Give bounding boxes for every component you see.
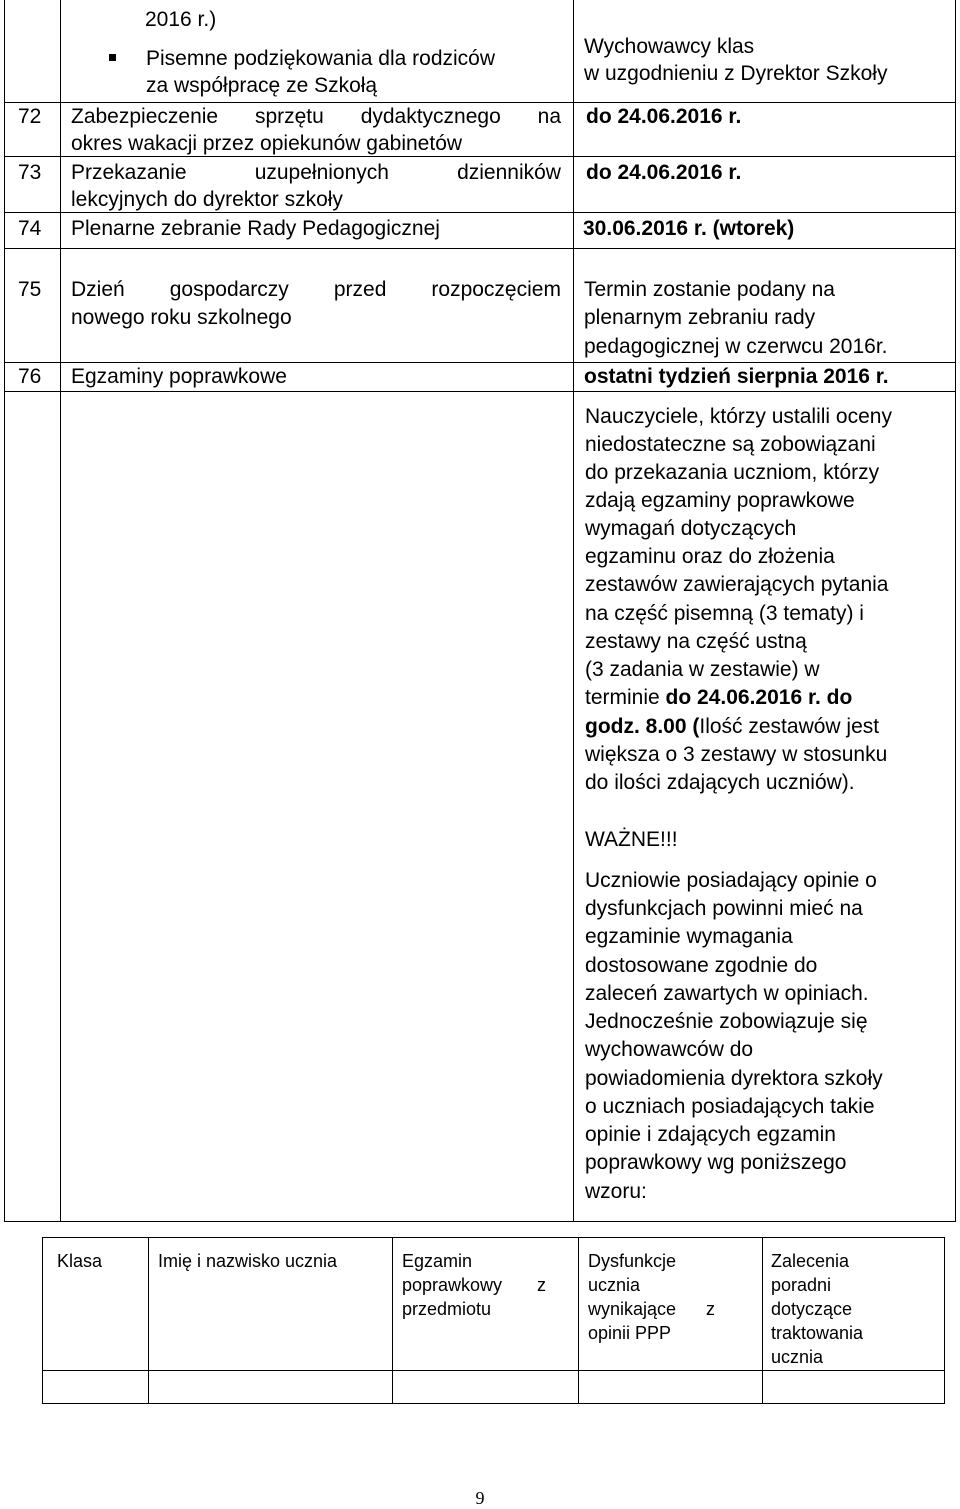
row-task-line1 bbox=[71, 276, 561, 304]
row-number: 74 bbox=[18, 217, 42, 240]
note-line: większa o 3 zestawy w stosunku bbox=[585, 743, 888, 766]
note-text-bold: godz. 8.00 ( bbox=[585, 715, 700, 738]
template-table-col-sep bbox=[148, 1237, 149, 1404]
row-number: 76 bbox=[18, 365, 42, 388]
note-line: zestawy na część ustną bbox=[585, 630, 807, 653]
note-line: dostosowane zgodnie do bbox=[585, 954, 818, 977]
row-task-line1 bbox=[71, 103, 561, 131]
bullet-item-line2: za współpracę ze Szkołą bbox=[146, 74, 378, 97]
template-table-col-sep bbox=[392, 1237, 393, 1404]
template-table-border-top bbox=[42, 1237, 945, 1238]
note-line: powiadomienia dyrektora szkoły bbox=[585, 1067, 883, 1090]
row-number: 75 bbox=[18, 278, 42, 301]
template-table-row-sep bbox=[42, 1370, 945, 1371]
prev-row-date-tail: 2016 r.) bbox=[145, 8, 217, 31]
template-header-recommendation-line: poradni bbox=[771, 1275, 832, 1295]
note-line: wzoru: bbox=[585, 1180, 647, 1203]
row-task-line1: Egzaminy poprawkowe bbox=[71, 365, 287, 388]
main-table-border-col-sep bbox=[60, 0, 61, 1222]
template-header-recommendation-line: traktowania bbox=[771, 1323, 864, 1343]
row-number: 73 bbox=[18, 161, 42, 184]
note-line: zdają egzaminy poprawkowe bbox=[585, 489, 855, 512]
note-line: zestawów zawierających pytania bbox=[585, 573, 889, 596]
row-task-line2: lekcyjnych do dyrektor szkoły bbox=[71, 188, 343, 211]
bullet-icon bbox=[109, 54, 116, 61]
task-word: Przekazanie bbox=[71, 161, 187, 184]
task-word: Zabezpieczenie bbox=[71, 105, 219, 128]
row-note-line: pedagogicznej w czerwcu 2016r. bbox=[584, 335, 888, 358]
note-line: wymagań dotyczących bbox=[585, 517, 797, 540]
template-table-border-bottom bbox=[42, 1403, 945, 1404]
template-table-col-sep bbox=[578, 1237, 579, 1404]
note-line: poprawkowy wg poniższego bbox=[585, 1151, 847, 1174]
note-line: egzaminie wymagania bbox=[585, 925, 793, 948]
main-table-border-left bbox=[4, 0, 5, 1222]
template-header-exam-line: poprawkowy z bbox=[402, 1275, 547, 1295]
row-date: do 24.06.2016 r. bbox=[586, 105, 742, 128]
main-table-border-bottom bbox=[4, 1221, 956, 1222]
task-word: przed bbox=[333, 278, 387, 301]
row-task-line2: okres wakacji przez opiekunów gabinetów bbox=[71, 132, 463, 155]
row-date bbox=[583, 215, 794, 243]
bullet-item-line1: Pisemne podziękowania dla rodziców bbox=[146, 47, 496, 70]
note-line-deadline-time bbox=[585, 713, 879, 741]
note-line: Jednocześnie zobowiązuje się bbox=[585, 1010, 868, 1033]
main-table-border-col-sep-2 bbox=[573, 0, 574, 1222]
template-header-dysfunction-line: ucznia bbox=[588, 1275, 641, 1295]
task-word: rozpoczęciem bbox=[431, 278, 561, 301]
main-table-border-right bbox=[955, 0, 956, 1222]
task-word: dzienników bbox=[457, 161, 561, 184]
template-header-dysfunction-line: Dysfunkcje bbox=[588, 1251, 677, 1271]
important-heading: WAŻNE!!! bbox=[585, 828, 678, 851]
note-line: (3 zadania w zestawie) w bbox=[585, 658, 820, 681]
row-number: 72 bbox=[18, 105, 42, 128]
template-header-recommendation-line: dotyczące bbox=[771, 1299, 853, 1319]
note-line: o uczniach posiadających takie bbox=[585, 1095, 875, 1118]
row-separator bbox=[4, 248, 956, 249]
note-line: wychowawców do bbox=[585, 1038, 754, 1061]
row-date: ostatni tydzień sierpnia 2016 r. bbox=[584, 365, 889, 388]
task-word: sprzętu bbox=[254, 105, 324, 128]
template-header-class: Klasa bbox=[57, 1251, 103, 1271]
note-text: terminie bbox=[585, 686, 666, 709]
responsible-line2: w uzgodnieniu z Dyrektor Szkoły bbox=[584, 62, 888, 85]
page-number: 9 bbox=[475, 1488, 485, 1508]
row-note-line: plenarnym zebraniu rady bbox=[584, 306, 816, 329]
note-line: do ilości zdających uczniów). bbox=[585, 771, 855, 794]
responsible-line1: Wychowawcy klas bbox=[584, 35, 755, 58]
row-task-line1 bbox=[71, 159, 561, 187]
task-word: Dzień bbox=[71, 278, 125, 301]
note-text-bold: do 24.06.2016 r. do bbox=[665, 686, 853, 709]
template-header-recommendation-line: ucznia bbox=[771, 1347, 824, 1367]
task-word: na bbox=[537, 105, 561, 128]
note-text: Ilość zestawów jest bbox=[699, 715, 880, 738]
note-line: niedostateczne są zobowiązani bbox=[585, 433, 876, 456]
task-word: gospodarczy bbox=[169, 278, 289, 301]
template-table-border-left bbox=[42, 1237, 43, 1404]
template-header-dysfunction-line: opinii PPP bbox=[588, 1323, 672, 1343]
task-word: dydaktycznego bbox=[360, 105, 501, 128]
note-line: dysfunkcjach powinni mieć na bbox=[585, 897, 863, 920]
row-note-line: Termin zostanie podany na bbox=[584, 278, 835, 301]
template-header-dysfunction-line: wynikające z bbox=[588, 1299, 716, 1319]
template-table-col-sep bbox=[762, 1237, 763, 1404]
note-line: Nauczyciele, którzy ustalili oceny bbox=[585, 405, 892, 428]
note-line: Uczniowie posiadający opinie o bbox=[585, 869, 877, 892]
row-date-bold: 30.06.2016 r. bbox=[583, 217, 707, 240]
template-table-border-right bbox=[944, 1237, 945, 1404]
note-line: na część pisemną (3 tematy) i bbox=[585, 602, 864, 625]
row-date-rest: (wtorek) bbox=[706, 217, 795, 240]
row-task-line2: nowego roku szkolnego bbox=[71, 306, 292, 329]
template-header-exam-line: Egzamin bbox=[402, 1251, 473, 1271]
task-word: uzupełnionych bbox=[254, 161, 389, 184]
template-header-student-name: Imię i nazwisko ucznia bbox=[158, 1251, 338, 1271]
row-task-line1: Plenarne zebranie Rady Pedagogicznej bbox=[71, 217, 440, 240]
note-line: opinie i zdających egzamin bbox=[585, 1123, 836, 1146]
note-line-deadline bbox=[585, 684, 852, 712]
template-header-recommendation-line: Zalecenia bbox=[771, 1251, 850, 1271]
template-header-exam-line: przedmiotu bbox=[402, 1299, 492, 1319]
note-line: egzaminu oraz do złożenia bbox=[585, 545, 835, 568]
note-line: zaleceń zawartych w opiniach. bbox=[585, 982, 869, 1005]
row-separator bbox=[4, 391, 956, 392]
note-line: do przekazania uczniom, którzy bbox=[585, 461, 880, 484]
row-date: do 24.06.2016 r. bbox=[586, 161, 742, 184]
